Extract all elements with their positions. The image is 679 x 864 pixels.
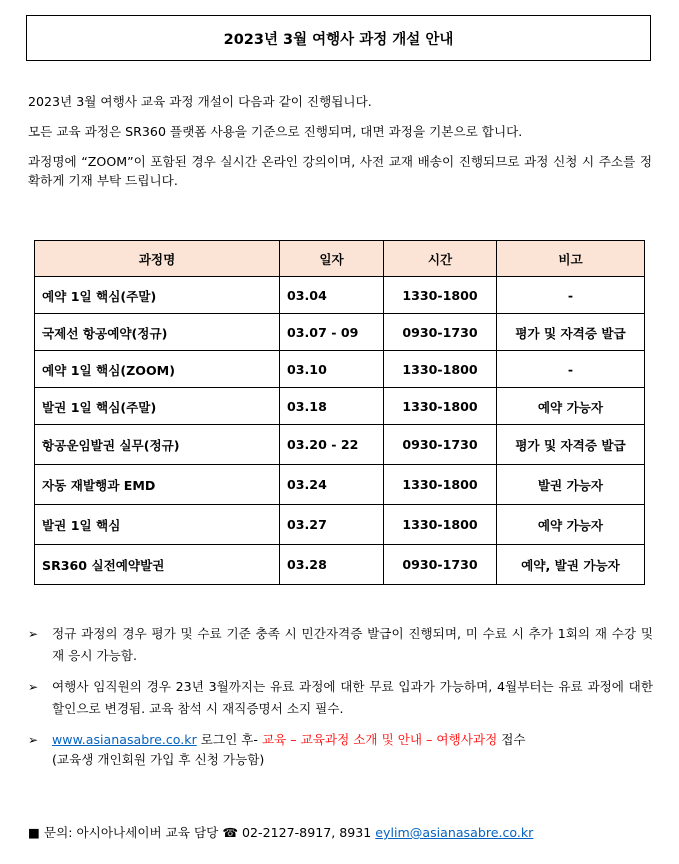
arrow-bullet-icon: ➢ (28, 680, 39, 694)
arrow-bullet-icon: ➢ (28, 627, 39, 641)
note-subtext: (교육생 개인회원 가입 후 신청 가능함) (52, 752, 265, 767)
table-row (35, 314, 645, 351)
menu-path-text: 교육 – 교육과정 소개 및 안내 – 여행사과정 (261, 732, 498, 747)
time-cell: 1330-1800 (384, 351, 497, 388)
table-row (35, 277, 645, 314)
arrow-bullet-icon: ➢ (28, 733, 39, 747)
phone-icon: ☎ (222, 825, 239, 840)
remarks-cell: 예약, 발권 가능자 (497, 545, 645, 585)
note-text: 여행사 임직원의 경우 23년 3월까지는 유료 과정에 대한 무료 입과가 가능하며, 4월부터는 유료 과정에 대한 할인으로 변경됨. 교육 참석 시 재직증명서 소지 필수. (52, 679, 653, 716)
note-text-segment: 로그인 후- (196, 732, 262, 747)
time-cell: 0930-1730 (384, 425, 497, 465)
course-name-cell: 항공운임발권 실무(정규) (35, 425, 280, 465)
table-row (35, 505, 645, 545)
table-row (35, 545, 645, 585)
square-bullet-icon: ■ (28, 825, 40, 840)
remarks-cell: 예약 가능자 (497, 388, 645, 425)
intro-paragraph: 모든 교육 과정은 SR360 플랫폼 사용을 기준으로 진행되며, 대면 과정을 기본으로 합니다. (28, 124, 523, 139)
note-text: 정규 과정의 경우 평가 및 수료 기준 충족 시 민간자격증 발급이 진행되며, 미 수료 시 추가 1회의 재 수강 및 재 응시 가능함. (52, 626, 653, 663)
time-cell: 1330-1800 (384, 388, 497, 425)
course-name-cell: 자동 재발행과 EMD (35, 465, 280, 505)
remarks-cell: 예약 가능자 (497, 505, 645, 545)
contact-label: 문의: 아시아나세이버 교육 담당 (39, 825, 223, 840)
table-header-row (35, 241, 645, 277)
contact-line (28, 822, 533, 841)
time-cell: 1330-1800 (384, 277, 497, 314)
table-row (35, 388, 645, 425)
header-course-name: 과정명 (35, 241, 280, 277)
page-title: 2023년 3월 여행사 과정 개설 안내 (223, 31, 454, 48)
date-cell: 03.20 - 22 (280, 425, 384, 465)
course-name-cell: 국제선 항공예약(정규) (35, 314, 280, 351)
notes-section (28, 623, 653, 771)
intro-paragraph: 2023년 3월 여행사 교육 과정 개설이 다음과 같이 진행됩니다. (28, 94, 372, 109)
header-remarks: 비고 (497, 241, 645, 277)
date-cell: 03.04 (280, 277, 384, 314)
note-item (28, 623, 653, 667)
remarks-cell: - (497, 351, 645, 388)
date-cell: 03.28 (280, 545, 384, 585)
contact-phone: 02-2127-8917, 8931 (238, 825, 376, 840)
intro-section (28, 92, 652, 200)
table-row (35, 425, 645, 465)
date-cell: 03.10 (280, 351, 384, 388)
note-item (28, 729, 653, 751)
note-text (52, 729, 653, 751)
note-item (28, 676, 653, 720)
date-cell: 03.07 - 09 (280, 314, 384, 351)
intro-paragraph: 과정명에 “ZOOM”이 포함된 경우 실시간 온라인 강의이며, 사전 교재 배송이 진행되므로 과정 신청 시 주소를 정확하게 기재 부탁 드립니다. (28, 154, 652, 188)
page-title-box (26, 15, 651, 61)
course-schedule-table (34, 240, 645, 585)
note-text-segment: 접수 (497, 732, 526, 747)
course-name-cell: 예약 1일 핵심(주말) (35, 277, 280, 314)
table-row (35, 351, 645, 388)
course-name-cell: 예약 1일 핵심(ZOOM) (35, 351, 280, 388)
remarks-cell: 발권 가능자 (497, 465, 645, 505)
time-cell: 1330-1800 (384, 505, 497, 545)
website-link[interactable]: www.asianasabre.co.kr (52, 732, 197, 747)
date-cell: 03.27 (280, 505, 384, 545)
course-name-cell: SR360 실전예약발권 (35, 545, 280, 585)
course-name-cell: 발권 1일 핵심(주말) (35, 388, 280, 425)
time-cell: 1330-1800 (384, 465, 497, 505)
remarks-cell: - (497, 277, 645, 314)
time-cell: 0930-1730 (384, 314, 497, 351)
date-cell: 03.24 (280, 465, 384, 505)
remarks-cell: 평가 및 자격증 발급 (497, 314, 645, 351)
date-cell: 03.18 (280, 388, 384, 425)
course-name-cell: 발권 1일 핵심 (35, 505, 280, 545)
time-cell: 0930-1730 (384, 545, 497, 585)
header-time: 시간 (384, 241, 497, 277)
table-row (35, 465, 645, 505)
remarks-cell: 평가 및 자격증 발급 (497, 425, 645, 465)
contact-email-link[interactable]: eylim@asianasabre.co.kr (375, 825, 534, 840)
header-date: 일자 (280, 241, 384, 277)
